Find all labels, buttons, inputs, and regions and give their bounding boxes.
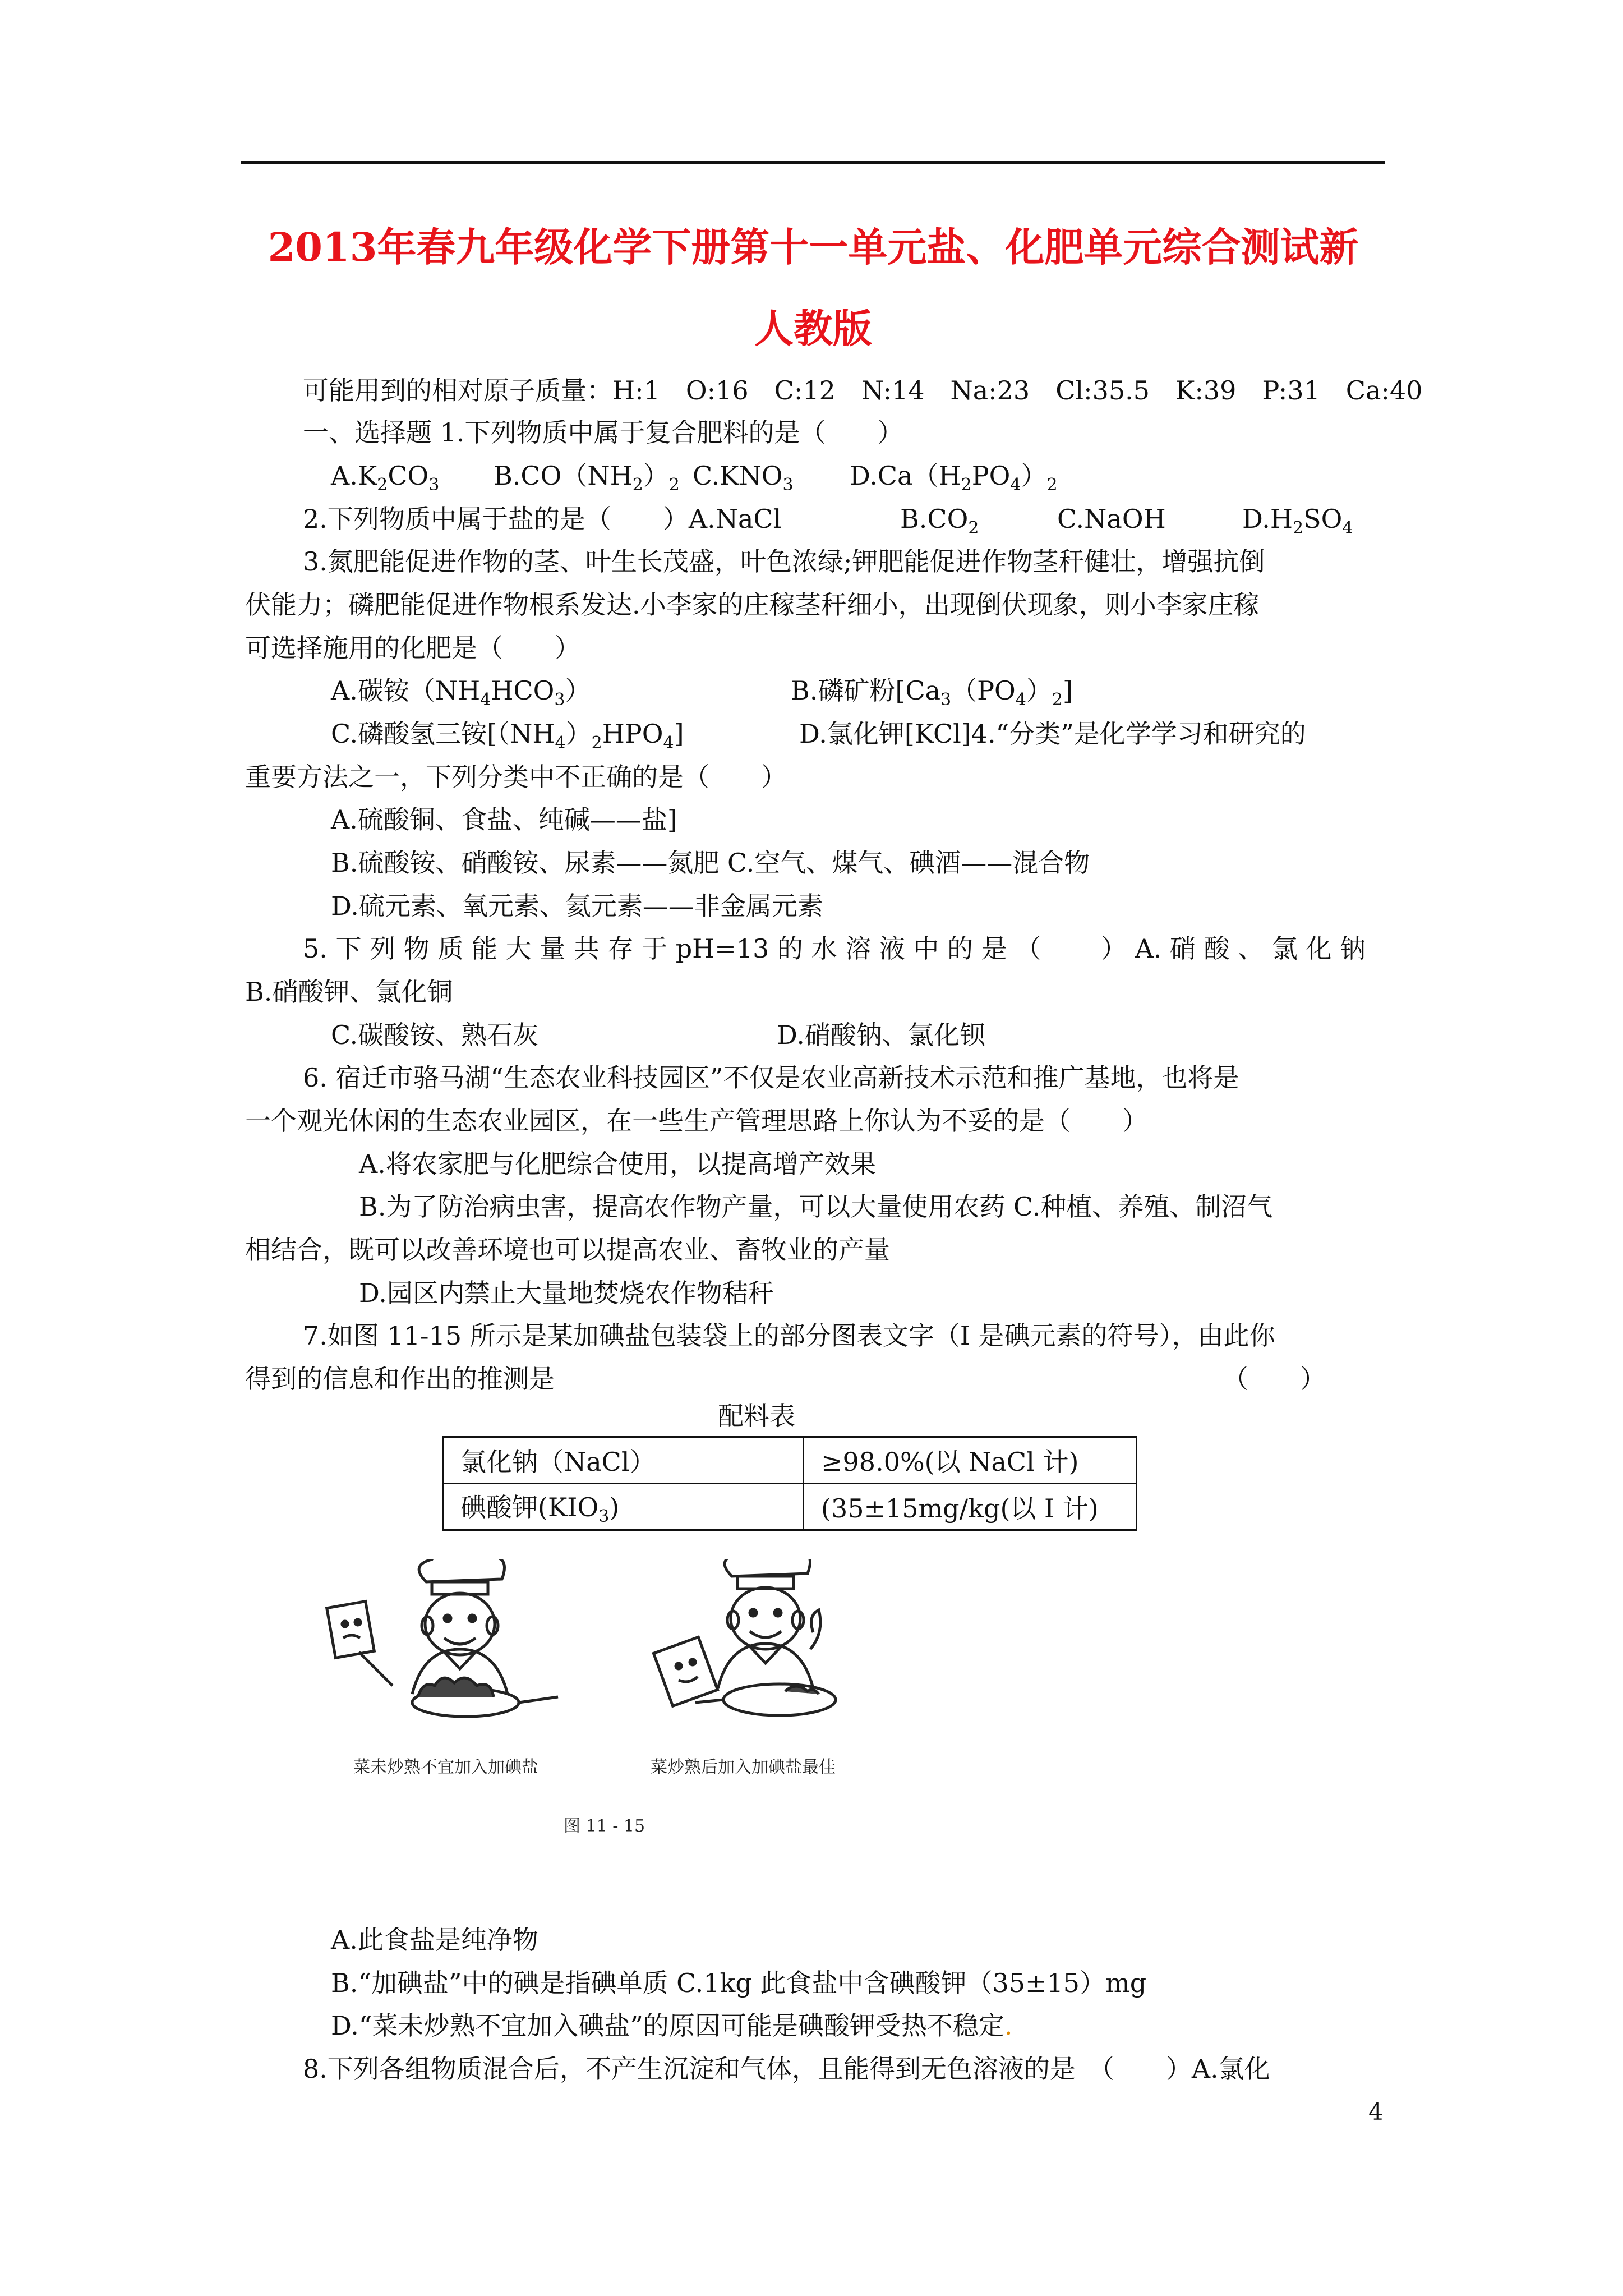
- question-7-option-b: B.“加碘盐”中的碘是指碘单质 C.1kg 此食盐中含碘酸钾（35±15）mg: [331, 1968, 1147, 1998]
- question-5-line2: B.硝酸钾、氯化铜: [245, 977, 453, 1007]
- page-title-line1: 2013年春九年级化学下册第十一单元盐、化肥单元综合测试新: [268, 224, 1359, 270]
- table-row: [443, 1484, 1137, 1530]
- table-cell: 碘酸钾$(KIO_3)$: [443, 1484, 804, 1530]
- table-cell: ≥98.0%(以 NaCl 计): [804, 1437, 1137, 1484]
- question-7-option-a: A.此食盐是纯净物: [331, 1925, 538, 1955]
- question-3-line2: 伏能力；磷肥能促进作物根系发达.小李家的庄稼茎秆细小，出现倒伏现象，则小李家庄稼: [245, 590, 1260, 620]
- question-1-option-d: $D.Ca(H_2PO_4)_2$: [850, 461, 1058, 495]
- figure-caption-left: 菜未炒熟不宜加入加碘盐: [353, 1757, 538, 1777]
- question-3-option-d: D.氯化钾[KCl]4.“分类”是化学学习和研究的: [799, 719, 1306, 749]
- question-7-line1: 7.如图 11-15 所示是某加碘盐包装袋上的部分图表文字（I 是碘元素的符号），由此你: [303, 1320, 1275, 1351]
- chef-right-drawing: [653, 1559, 836, 1715]
- question-6-line2: 一个观光休闲的生态农业园区，在一些生产管理思路上你认为不妥的是（ ）: [245, 1106, 1148, 1136]
- question-1-option-c: $C.KNO_3$: [693, 461, 794, 495]
- question-6-line1: 6. 宿迁市骆马湖“生态农业科技园区”不仅是农业高新技术示范和推广基地，也将是: [303, 1062, 1239, 1093]
- question-2-option-b: $B.CO_2$: [900, 504, 979, 538]
- question-3-line1: 3.氮肥能促进作物的茎、叶生长茂盛，叶色浓绿;钾肥能促进作物茎秆健壮，增强抗倒: [303, 546, 1265, 577]
- question-5-option-d: D.硝酸钠、氯化钡: [777, 1020, 985, 1050]
- question-4-option-a: A.硫酸铜、食盐、纯碱——盐]: [331, 804, 677, 835]
- question-4-line2: 重要方法之一，下列分类中不正确的是（ ）: [245, 762, 787, 792]
- question-2-option-d: $D.H_2SO_4$: [1242, 504, 1353, 538]
- atomic-masses: 可能用到的相对原子质量：H:1 O:16 C:12 N:14 Na:23 Cl:35.5 K:39 P:31 Ca:40: [303, 375, 1423, 406]
- question-6-option-b-cont: 相结合，既可以改善环境也可以提高农业、畜牧业的产量: [245, 1235, 890, 1265]
- question-4-option-b: B.硫酸铵、硝酸铵、尿素——氮肥 C.空气、煤气、碘酒——混合物: [331, 848, 1090, 878]
- page-title-line2: 人教版: [754, 305, 872, 352]
- question-5-option-c: C.碳酸铵、熟石灰: [331, 1020, 539, 1050]
- question-7-bracket: （ ）: [1223, 1364, 1326, 1394]
- question-6-option-a: A.将农家肥与化肥综合使用，以提高增产效果: [359, 1149, 876, 1179]
- question-1-option-b: $B.CO(NH_2)_2$: [494, 461, 680, 495]
- header-rule: [241, 161, 1385, 164]
- recipe-table: [442, 1436, 1137, 1531]
- question-3-line3: 可选择施用的化肥是（ ）: [245, 633, 580, 663]
- question-8-line1: 8.下列各组物质混合后，不产生沉淀和气体，且能得到无色溶液的是 （ ）A.氯化: [303, 2054, 1270, 2084]
- recipe-table-title: 配料表: [718, 1401, 795, 1431]
- question-2-stem: 2.下列物质中属于盐的是（ ）A.NaCl: [303, 504, 782, 534]
- question-2-option-c: C.NaOH: [1057, 504, 1166, 534]
- table-cell: (35±15mg/kg(以 I 计): [804, 1484, 1137, 1530]
- question-5-line1: 5. 下 列 物 质 能 大 量 共 存 于 pH=13 的 水 溶 液 中 的 是 （ ） A. 硝 酸 、 氯 化 钠: [303, 933, 1366, 964]
- figure-caption-right: 菜炒熟后加入加碘盐最佳: [651, 1757, 836, 1777]
- question-3-option-b: B.磷矿粉$[Ca_3(PO_4)_2]$: [791, 675, 1073, 710]
- question-4-option-d: D.硫元素、氧元素、氦元素——非金属元素: [331, 891, 823, 921]
- question-6-option-b: B.为了防治病虫害，提高农作物产量，可以大量使用农药 C.种植、养殖、制沼气: [359, 1191, 1273, 1222]
- table-cell: 氯化钠（NaCl）: [443, 1437, 804, 1484]
- question-1-option-a: $A.K_2CO_3$: [331, 461, 440, 495]
- chef-left-drawing: [327, 1559, 558, 1717]
- question-7-option-d: D.“菜未炒熟不宜加入碘盐”的原因可能是碘酸钾受热不稳定.: [331, 2010, 1013, 2041]
- question-3-option-a: A.碳铵$(NH_4HCO_3)$: [331, 675, 591, 710]
- question-6-option-d: D.园区内禁止大量地焚烧农作物秸秆: [359, 1278, 774, 1308]
- table-row: [443, 1437, 1137, 1484]
- question-3-option-c: C.磷酸氢三铵$[(NH_4)_2HPO_4]$: [331, 719, 684, 753]
- question-7-line2: 得到的信息和作出的推测是: [245, 1364, 555, 1394]
- chef-illustration-figure: [297, 1559, 1082, 1851]
- figure-label: 图 11 - 15: [564, 1816, 645, 1836]
- question-1-stem: 一、选择题 1.下列物质中属于复合肥料的是（ ）: [303, 417, 903, 448]
- page-number: 4: [1368, 2098, 1384, 2125]
